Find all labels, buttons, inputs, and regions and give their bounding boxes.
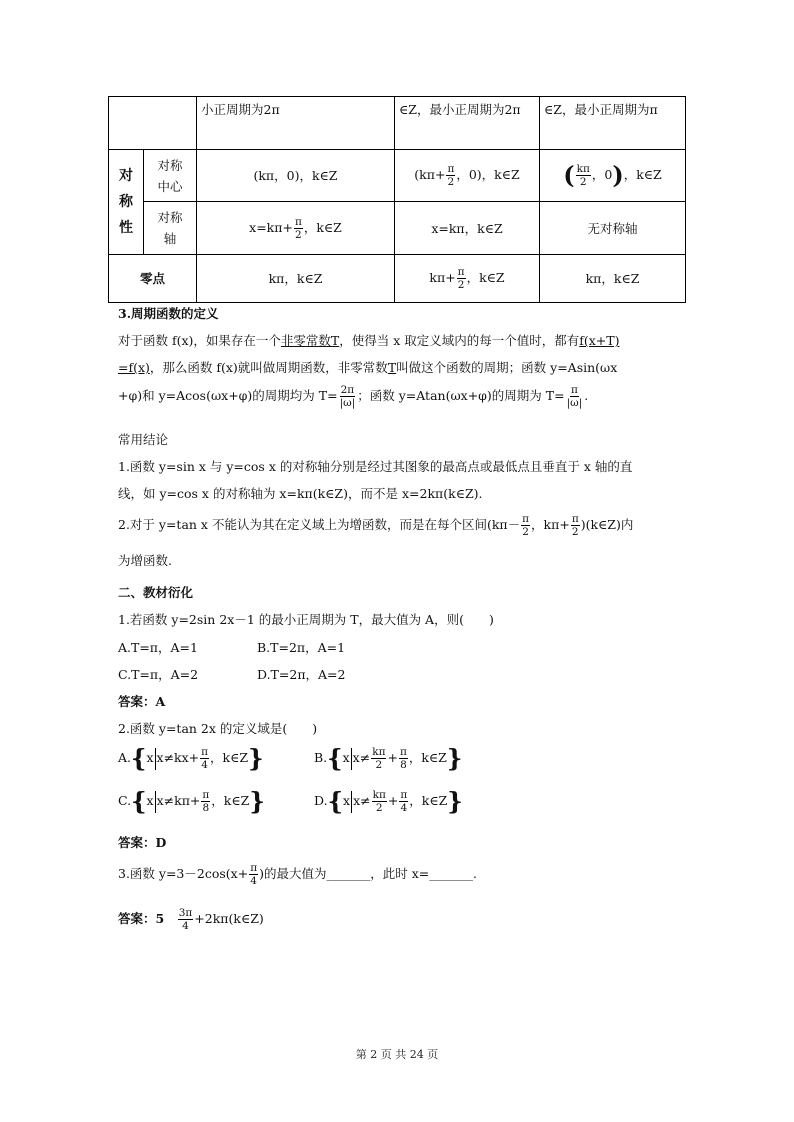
table-cell: (kπ+ $\frac{\pi}{2}$ ，0)，k∈Z: [395, 150, 540, 202]
question-1: 1.若函数 y=2sin 2x－1 的最小正周期为 T，最大值为 A，则( ): [118, 612, 494, 627]
table-cell: x=kπ，k∈Z: [395, 202, 540, 255]
table-cell: ∈Z，最小正周期为π: [540, 97, 686, 150]
option-a: A.{x x≠kx+ $\frac{\pi}{4}$ ，k∈Z}: [118, 743, 264, 773]
center-label: 对称 中心: [144, 150, 197, 202]
question-3: 3.函数 y=3－2cos(x+ $\frac{\pi}{4}$ )的最大值为_______，此时 x=_______.: [118, 862, 477, 887]
symmetry-label-char: 性: [119, 220, 133, 236]
paragraph-line: 2.对于 y=tan x 不能认为其在定义域上为增函数，而是在每个区间(kπ－ $\frac{\pi}{2}$ ，kπ+ $\frac{\pi}{2}$ )(k∈Z)内: [118, 513, 634, 538]
fraction: $\frac{3\pi}{4}$: [178, 907, 193, 932]
table-cell-empty: [109, 97, 197, 150]
option-b: B.{x x≠ $\frac{k\pi}{2}$ + $\frac{\pi}{8}$ ，k∈Z}: [314, 743, 463, 773]
fraction: $\frac{\pi}{2}$: [447, 163, 455, 188]
trig-properties-table: [108, 96, 686, 303]
paragraph-line: 1.函数 y=sin x 与 y=cos x 的对称轴分别是经过其图象的最高点或最低点且垂直于 x 轴的直: [118, 459, 633, 474]
fraction: $\frac{k\pi}{2}$: [372, 789, 386, 814]
table-cell: 小正周期为2π: [197, 97, 395, 150]
table-cell: 无对称轴: [540, 202, 686, 255]
section-title: 常用结论: [118, 432, 169, 447]
fraction: $\frac{\pi}{8}$: [399, 746, 407, 771]
fraction: $\frac{\pi}{2}$: [457, 266, 465, 291]
option-c: C.T=π，A=2: [118, 667, 199, 682]
section-title: 二、教材衍化: [118, 585, 194, 600]
table-cell: kπ，k∈Z: [540, 255, 686, 303]
symmetry-label-char: 对: [119, 168, 133, 184]
option-b: B.T=2π，A=1: [257, 640, 346, 655]
answer-2: 答案：D: [118, 835, 167, 850]
fraction: $\frac{\pi}{2}$: [294, 215, 302, 241]
table-cell: ( $\frac{k\pi}{2}$ ，0)，k∈Z: [540, 150, 686, 202]
zero-label: 零点: [109, 255, 197, 303]
symmetry-label-char: 称: [119, 194, 133, 210]
fraction: $\frac{\pi}{8}$: [202, 789, 210, 814]
page-footer: 第 2 页 共 24 页: [355, 1048, 439, 1061]
paragraph-line: 对于函数 f(x)，如果存在一个非零常数T，使得当 x 取定义域内的每一个值时，都有f(x+T): [118, 333, 620, 348]
fraction: $\frac{\pi}{|\omega|}$: [566, 384, 583, 409]
fraction: $\frac{k\pi}{2}$: [372, 746, 386, 771]
fraction: $\frac{2\pi}{|\omega|}$: [339, 384, 356, 409]
option-d: D.T=2π，A=2: [257, 667, 346, 682]
paragraph-line: 为增函数.: [118, 553, 172, 568]
table-cell: (kπ，0)，k∈Z: [197, 150, 395, 202]
table-cell: x=kπ+ $\frac{\pi}{2}$ ，k∈Z: [197, 202, 395, 255]
answer-1: 答案：A: [118, 694, 166, 709]
paragraph-line: +φ)和 y=Acos(ωx+φ)的周期均为 T= $\frac{2\pi}{|\omega|}$ ；函数 y=Atan(ωx+φ)的周期为 T= $\frac{\pi}{|\omega|}$ .: [118, 384, 589, 409]
table-cell: ∈Z，最小正周期为2π: [395, 97, 540, 150]
section-title: 3.周期函数的定义: [118, 306, 219, 321]
paragraph-line: 线，如 y=cos x 的对称轴为 x=kπ(k∈Z)，而不是 x=2kπ(k∈Z).: [118, 486, 483, 501]
option-a: A.T=π，A=1: [118, 640, 198, 655]
fraction: $\frac{\pi}{4}$: [201, 746, 209, 771]
fraction: $\frac{\pi}{2}$: [522, 513, 530, 538]
question-2: 2.函数 y=tan 2x 的定义域是( ): [118, 721, 318, 736]
table-cell: kπ，k∈Z: [197, 255, 395, 303]
table-cell: kπ+ $\frac{\pi}{2}$ ，k∈Z: [395, 255, 540, 303]
axis-label: 对称 轴: [144, 202, 197, 255]
option-c: C.{x x≠kπ+ $\frac{\pi}{8}$ ，k∈Z}: [118, 786, 265, 816]
paragraph-line: =f(x)，那么函数 f(x)就叫做周期函数，非零常数T叫做这个函数的周期；函数 y=Asin(ωx: [118, 360, 618, 375]
fraction: $\frac{\pi}{2}$: [571, 513, 579, 538]
fraction: $\frac{\pi}{4}$: [250, 862, 258, 887]
fraction: $\frac{k\pi}{2}$: [576, 163, 590, 188]
answer-3: 答案：5 $\frac{3\pi}{4}$ +2kπ(k∈Z): [118, 907, 264, 932]
fraction: $\frac{\pi}{4}$: [400, 789, 408, 814]
symmetry-label: [109, 150, 144, 255]
option-d: D.{x x≠ $\frac{k\pi}{2}$ + $\frac{\pi}{4}$ ，k∈Z}: [314, 786, 463, 816]
